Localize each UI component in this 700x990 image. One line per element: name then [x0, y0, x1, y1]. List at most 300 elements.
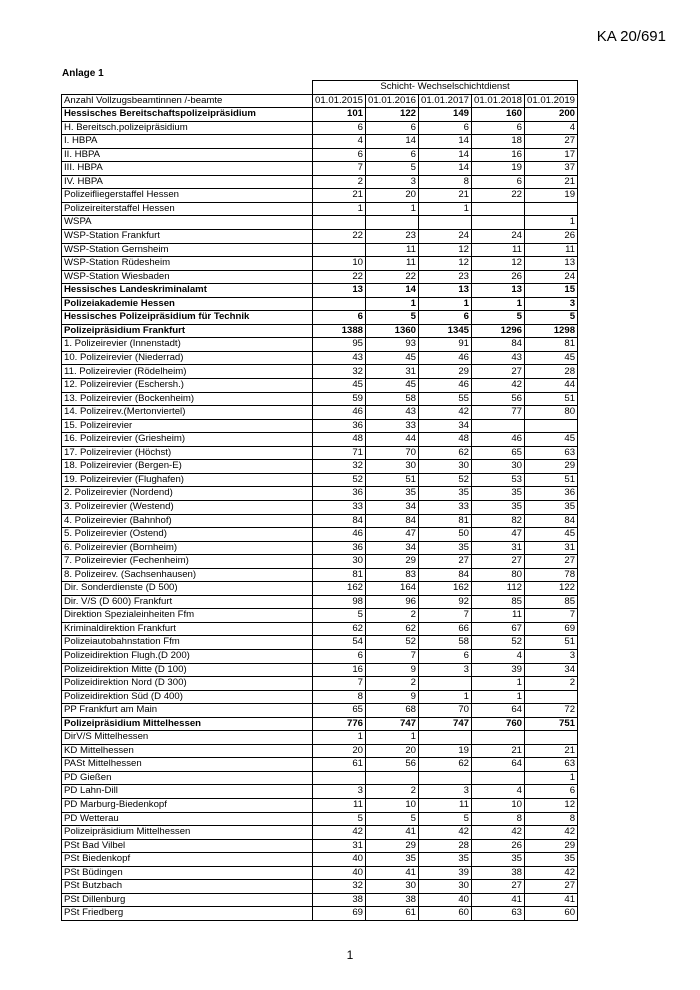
value-cell: 7	[313, 677, 366, 691]
row-label: 1. Polizeirevier (Innenstadt)	[62, 338, 313, 352]
row-label: Hessisches Landeskriminalamt	[62, 284, 313, 298]
table-row	[62, 853, 578, 867]
value-cell: 40	[313, 866, 366, 880]
table-row	[62, 297, 578, 311]
row-label: 10. Polizeirevier (Niederrad)	[62, 351, 313, 365]
value-cell: 43	[472, 351, 525, 365]
row-label: PSt Biedenkopf	[62, 853, 313, 867]
table-row	[62, 907, 578, 921]
table-row	[62, 677, 578, 691]
value-cell: 56	[472, 392, 525, 406]
value-cell	[525, 690, 578, 704]
value-cell: 40	[419, 893, 472, 907]
value-cell: 53	[472, 473, 525, 487]
value-cell: 10	[366, 798, 419, 812]
value-cell: 39	[419, 866, 472, 880]
value-cell: 59	[313, 392, 366, 406]
row-header: Anzahl Vollzugsbeamtinnen /-beamte	[62, 94, 313, 108]
value-cell: 44	[366, 433, 419, 447]
value-cell: 36	[313, 487, 366, 501]
table-row	[62, 528, 578, 542]
value-cell: 1	[419, 690, 472, 704]
value-cell: 13	[313, 284, 366, 298]
value-cell: 760	[472, 717, 525, 731]
value-cell: 35	[419, 487, 472, 501]
row-label: KD Mittelhessen	[62, 744, 313, 758]
value-cell: 2	[366, 677, 419, 691]
value-cell: 63	[525, 758, 578, 772]
table-row	[62, 351, 578, 365]
row-label: Polizeidirektion Mitte (D 100)	[62, 663, 313, 677]
value-cell: 4	[525, 121, 578, 135]
value-cell: 24	[419, 230, 472, 244]
value-cell: 14	[419, 148, 472, 162]
value-cell: 5	[313, 812, 366, 826]
row-label: I. HBPA	[62, 135, 313, 149]
value-cell: 11	[472, 243, 525, 257]
value-cell: 51	[366, 473, 419, 487]
table-row	[62, 257, 578, 271]
value-cell: 3	[419, 663, 472, 677]
value-cell: 3	[525, 297, 578, 311]
value-cell: 58	[366, 392, 419, 406]
table-row	[62, 649, 578, 663]
table-row	[62, 379, 578, 393]
value-cell: 63	[525, 446, 578, 460]
value-cell: 4	[313, 135, 366, 149]
row-label: II. HBPA	[62, 148, 313, 162]
value-cell: 34	[366, 500, 419, 514]
row-label: Polizeipräsidium Mittelhessen	[62, 717, 313, 731]
value-cell: 84	[472, 338, 525, 352]
value-cell: 35	[472, 500, 525, 514]
value-cell: 80	[525, 406, 578, 420]
value-cell: 41	[366, 866, 419, 880]
value-cell: 95	[313, 338, 366, 352]
value-cell	[525, 419, 578, 433]
row-label: Hessisches Polizeipräsidium für Technik	[62, 311, 313, 325]
value-cell: 36	[313, 541, 366, 555]
value-cell: 3	[366, 175, 419, 189]
value-cell: 38	[313, 893, 366, 907]
column-header: 01.01.2016	[366, 94, 419, 108]
value-cell: 29	[525, 839, 578, 853]
value-cell: 82	[472, 514, 525, 528]
value-cell: 6	[366, 148, 419, 162]
value-cell: 6	[313, 311, 366, 325]
value-cell	[366, 216, 419, 230]
value-cell: 3	[525, 649, 578, 663]
value-cell: 31	[366, 365, 419, 379]
value-cell: 21	[313, 189, 366, 203]
row-label: WSP-Station Gernsheim	[62, 243, 313, 257]
table-row	[62, 555, 578, 569]
value-cell: 35	[366, 853, 419, 867]
value-cell: 45	[525, 433, 578, 447]
value-cell: 1360	[366, 324, 419, 338]
value-cell: 81	[525, 338, 578, 352]
value-cell	[525, 202, 578, 216]
value-cell: 27	[472, 555, 525, 569]
value-cell: 19	[419, 744, 472, 758]
row-label: 14. Polizeirev.(Mertonviertel)	[62, 406, 313, 420]
value-cell: 55	[419, 392, 472, 406]
value-cell: 1298	[525, 324, 578, 338]
table-row	[62, 406, 578, 420]
value-cell: 28	[525, 365, 578, 379]
value-cell: 83	[366, 568, 419, 582]
table-row	[62, 595, 578, 609]
value-cell: 11	[366, 243, 419, 257]
value-cell: 2	[313, 175, 366, 189]
document-id: KA 20/691	[596, 28, 666, 45]
row-label: H. Bereitsch.polizeipräsidium	[62, 121, 313, 135]
value-cell: 35	[472, 487, 525, 501]
value-cell: 46	[419, 351, 472, 365]
page-number: 1	[346, 948, 354, 962]
value-cell: 5	[366, 812, 419, 826]
row-label: Polizeipräsidium Frankfurt	[62, 324, 313, 338]
value-cell	[472, 216, 525, 230]
row-label: 12. Polizeirevier (Eschersh.)	[62, 379, 313, 393]
row-label: IV. HBPA	[62, 175, 313, 189]
value-cell	[472, 731, 525, 745]
value-cell: 72	[525, 704, 578, 718]
value-cell: 38	[366, 893, 419, 907]
value-cell: 20	[313, 744, 366, 758]
value-cell: 43	[366, 406, 419, 420]
value-cell: 5	[366, 162, 419, 176]
table-row	[62, 514, 578, 528]
row-label: DirV/S Mittelhessen	[62, 731, 313, 745]
value-cell: 35	[366, 487, 419, 501]
value-cell: 41	[525, 893, 578, 907]
value-cell: 19	[525, 189, 578, 203]
table-row	[62, 392, 578, 406]
value-cell: 96	[366, 595, 419, 609]
row-label: PSt Friedberg	[62, 907, 313, 921]
value-cell: 6	[472, 175, 525, 189]
value-cell: 9	[366, 663, 419, 677]
value-cell: 27	[419, 555, 472, 569]
value-cell: 54	[313, 636, 366, 650]
value-cell: 52	[419, 473, 472, 487]
row-label: 13. Polizeirevier (Bockenheim)	[62, 392, 313, 406]
value-cell: 6	[419, 311, 472, 325]
value-cell: 1	[525, 216, 578, 230]
value-cell: 162	[419, 582, 472, 596]
row-label: PD Gießen	[62, 771, 313, 785]
value-cell: 64	[472, 758, 525, 772]
value-cell: 751	[525, 717, 578, 731]
value-cell: 26	[472, 270, 525, 284]
value-cell: 84	[366, 514, 419, 528]
value-cell: 32	[313, 460, 366, 474]
value-cell: 1	[472, 297, 525, 311]
table-row	[62, 812, 578, 826]
value-cell: 69	[525, 622, 578, 636]
value-cell: 69	[313, 907, 366, 921]
value-cell	[472, 771, 525, 785]
value-cell: 30	[313, 555, 366, 569]
table-row	[62, 880, 578, 894]
value-cell: 62	[366, 622, 419, 636]
value-cell: 11	[419, 798, 472, 812]
table-row	[62, 243, 578, 257]
value-cell: 42	[313, 826, 366, 840]
table-row	[62, 338, 578, 352]
value-cell: 1	[525, 771, 578, 785]
table-row	[62, 135, 578, 149]
value-cell: 22	[472, 189, 525, 203]
table-row	[62, 446, 578, 460]
table-row	[62, 433, 578, 447]
value-cell: 747	[366, 717, 419, 731]
row-label: PD Lahn-Dill	[62, 785, 313, 799]
value-cell: 29	[366, 839, 419, 853]
value-cell: 30	[366, 880, 419, 894]
value-cell: 62	[419, 758, 472, 772]
value-cell: 45	[525, 528, 578, 542]
value-cell: 6	[366, 121, 419, 135]
value-cell: 22	[313, 270, 366, 284]
value-cell: 26	[525, 230, 578, 244]
row-label: WSP-Station Frankfurt	[62, 230, 313, 244]
row-label: PP Frankfurt am Main	[62, 704, 313, 718]
value-cell: 64	[472, 704, 525, 718]
value-cell: 200	[525, 108, 578, 122]
value-cell: 5	[419, 812, 472, 826]
value-cell: 40	[313, 853, 366, 867]
value-cell: 1	[366, 202, 419, 216]
value-cell: 1296	[472, 324, 525, 338]
table-row	[62, 216, 578, 230]
row-label: PSt Butzbach	[62, 880, 313, 894]
value-cell: 6	[419, 121, 472, 135]
row-label: 16. Polizeirevier (Griesheim)	[62, 433, 313, 447]
table-row	[62, 744, 578, 758]
value-cell	[313, 771, 366, 785]
value-cell: 11	[525, 243, 578, 257]
table-row	[62, 609, 578, 623]
value-cell: 14	[366, 135, 419, 149]
value-cell: 4	[472, 785, 525, 799]
value-cell: 30	[472, 460, 525, 474]
row-label: PD Wetterau	[62, 812, 313, 826]
value-cell	[472, 419, 525, 433]
row-label: Polizeifliegerstaffel Hessen	[62, 189, 313, 203]
value-cell: 39	[472, 663, 525, 677]
value-cell: 27	[525, 880, 578, 894]
value-cell: 26	[472, 839, 525, 853]
value-cell: 7	[419, 609, 472, 623]
value-cell: 10	[472, 798, 525, 812]
table-row	[62, 663, 578, 677]
value-cell: 46	[419, 379, 472, 393]
table-row	[62, 771, 578, 785]
value-cell: 13	[525, 257, 578, 271]
value-cell	[313, 297, 366, 311]
row-label: Dir. V/S (D 600) Frankfurt	[62, 595, 313, 609]
value-cell: 14	[419, 135, 472, 149]
value-cell	[313, 216, 366, 230]
value-cell: 31	[472, 541, 525, 555]
value-cell: 11	[472, 609, 525, 623]
value-cell: 23	[366, 230, 419, 244]
value-cell: 162	[313, 582, 366, 596]
value-cell: 51	[525, 473, 578, 487]
value-cell	[419, 216, 472, 230]
table-row	[62, 731, 578, 745]
value-cell: 42	[472, 379, 525, 393]
value-cell: 30	[366, 460, 419, 474]
table-row	[62, 460, 578, 474]
value-cell: 27	[472, 880, 525, 894]
value-cell: 5	[525, 311, 578, 325]
value-cell: 34	[525, 663, 578, 677]
value-cell: 46	[313, 528, 366, 542]
value-cell: 23	[419, 270, 472, 284]
table-row	[62, 785, 578, 799]
table-row	[62, 162, 578, 176]
value-cell: 27	[472, 365, 525, 379]
row-label: 5. Polizeirevier (Ostend)	[62, 528, 313, 542]
value-cell: 93	[366, 338, 419, 352]
value-cell: 84	[419, 568, 472, 582]
value-cell: 6	[472, 121, 525, 135]
table-row	[62, 839, 578, 853]
value-cell: 7	[313, 162, 366, 176]
row-label: WSP-Station Wiesbaden	[62, 270, 313, 284]
value-cell: 24	[525, 270, 578, 284]
staff-table	[61, 80, 578, 921]
table-row	[62, 866, 578, 880]
value-cell: 35	[419, 853, 472, 867]
value-cell: 1	[419, 297, 472, 311]
table-row	[62, 311, 578, 325]
group-header-row	[62, 81, 578, 95]
column-header-row	[62, 94, 578, 108]
value-cell: 747	[419, 717, 472, 731]
value-cell: 30	[419, 460, 472, 474]
value-cell: 3	[419, 785, 472, 799]
value-cell: 45	[313, 379, 366, 393]
value-cell: 13	[419, 284, 472, 298]
row-label: 15. Polizeirevier	[62, 419, 313, 433]
value-cell: 33	[313, 500, 366, 514]
value-cell: 84	[313, 514, 366, 528]
value-cell: 67	[472, 622, 525, 636]
value-cell: 43	[313, 351, 366, 365]
value-cell: 20	[366, 744, 419, 758]
value-cell: 19	[472, 162, 525, 176]
value-cell: 61	[313, 758, 366, 772]
value-cell	[366, 771, 419, 785]
value-cell: 1	[366, 297, 419, 311]
value-cell: 6	[525, 785, 578, 799]
row-label: Polizeipräsidium Mittelhessen	[62, 826, 313, 840]
row-label: 11. Polizeirevier (Rödelheim)	[62, 365, 313, 379]
column-header: 01.01.2017	[419, 94, 472, 108]
value-cell: 33	[419, 500, 472, 514]
value-cell: 1	[366, 731, 419, 745]
table-row	[62, 622, 578, 636]
value-cell: 52	[366, 636, 419, 650]
value-cell: 27	[525, 555, 578, 569]
value-cell: 22	[366, 270, 419, 284]
value-cell: 63	[472, 907, 525, 921]
row-label: PASt Mittelhessen	[62, 758, 313, 772]
table-row	[62, 419, 578, 433]
value-cell: 8	[525, 812, 578, 826]
value-cell: 21	[419, 189, 472, 203]
value-cell: 46	[472, 433, 525, 447]
value-cell: 31	[313, 839, 366, 853]
table-row	[62, 487, 578, 501]
value-cell: 1	[313, 202, 366, 216]
row-label: 19. Polizeirevier (Flughafen)	[62, 473, 313, 487]
blank-corner-cell	[62, 81, 313, 95]
value-cell: 160	[472, 108, 525, 122]
value-cell: 42	[525, 826, 578, 840]
value-cell: 149	[419, 108, 472, 122]
table-row	[62, 826, 578, 840]
value-cell: 45	[366, 351, 419, 365]
value-cell: 51	[525, 392, 578, 406]
row-label: 6. Polizeirevier (Bornheim)	[62, 541, 313, 555]
value-cell: 66	[419, 622, 472, 636]
value-cell: 51	[525, 636, 578, 650]
value-cell: 4	[472, 649, 525, 663]
row-label: 7. Polizeirevier (Fechenheim)	[62, 555, 313, 569]
value-cell: 46	[313, 406, 366, 420]
value-cell: 58	[419, 636, 472, 650]
row-label: Hessisches Bereitschaftspolizeipräsidium	[62, 108, 313, 122]
value-cell: 47	[472, 528, 525, 542]
value-cell: 6	[419, 649, 472, 663]
column-header: 01.01.2015	[313, 94, 366, 108]
value-cell: 2	[525, 677, 578, 691]
value-cell: 2	[366, 785, 419, 799]
value-cell: 12	[525, 798, 578, 812]
value-cell: 12	[419, 257, 472, 271]
value-cell: 101	[313, 108, 366, 122]
value-cell: 10	[313, 257, 366, 271]
value-cell: 52	[472, 636, 525, 650]
value-cell: 65	[313, 704, 366, 718]
row-label: Polizeiautobahnstation Ffm	[62, 636, 313, 650]
value-cell: 30	[419, 880, 472, 894]
row-label: Polizeireiterstaffel Hessen	[62, 202, 313, 216]
value-cell: 9	[366, 690, 419, 704]
value-cell: 1388	[313, 324, 366, 338]
table-row	[62, 202, 578, 216]
column-header: 01.01.2018	[472, 94, 525, 108]
value-cell: 14	[419, 162, 472, 176]
value-cell: 42	[472, 826, 525, 840]
value-cell: 13	[472, 284, 525, 298]
value-cell	[419, 731, 472, 745]
value-cell: 35	[419, 541, 472, 555]
value-cell: 78	[525, 568, 578, 582]
row-label: 17. Polizeirevier (Höchst)	[62, 446, 313, 460]
value-cell: 29	[419, 365, 472, 379]
row-label: Dir. Sonderdienste (D 500)	[62, 582, 313, 596]
row-label: Polizeidirektion Nord (D 300)	[62, 677, 313, 691]
row-label: WSP-Station Rüdesheim	[62, 257, 313, 271]
value-cell: 3	[313, 785, 366, 799]
value-cell: 1345	[419, 324, 472, 338]
